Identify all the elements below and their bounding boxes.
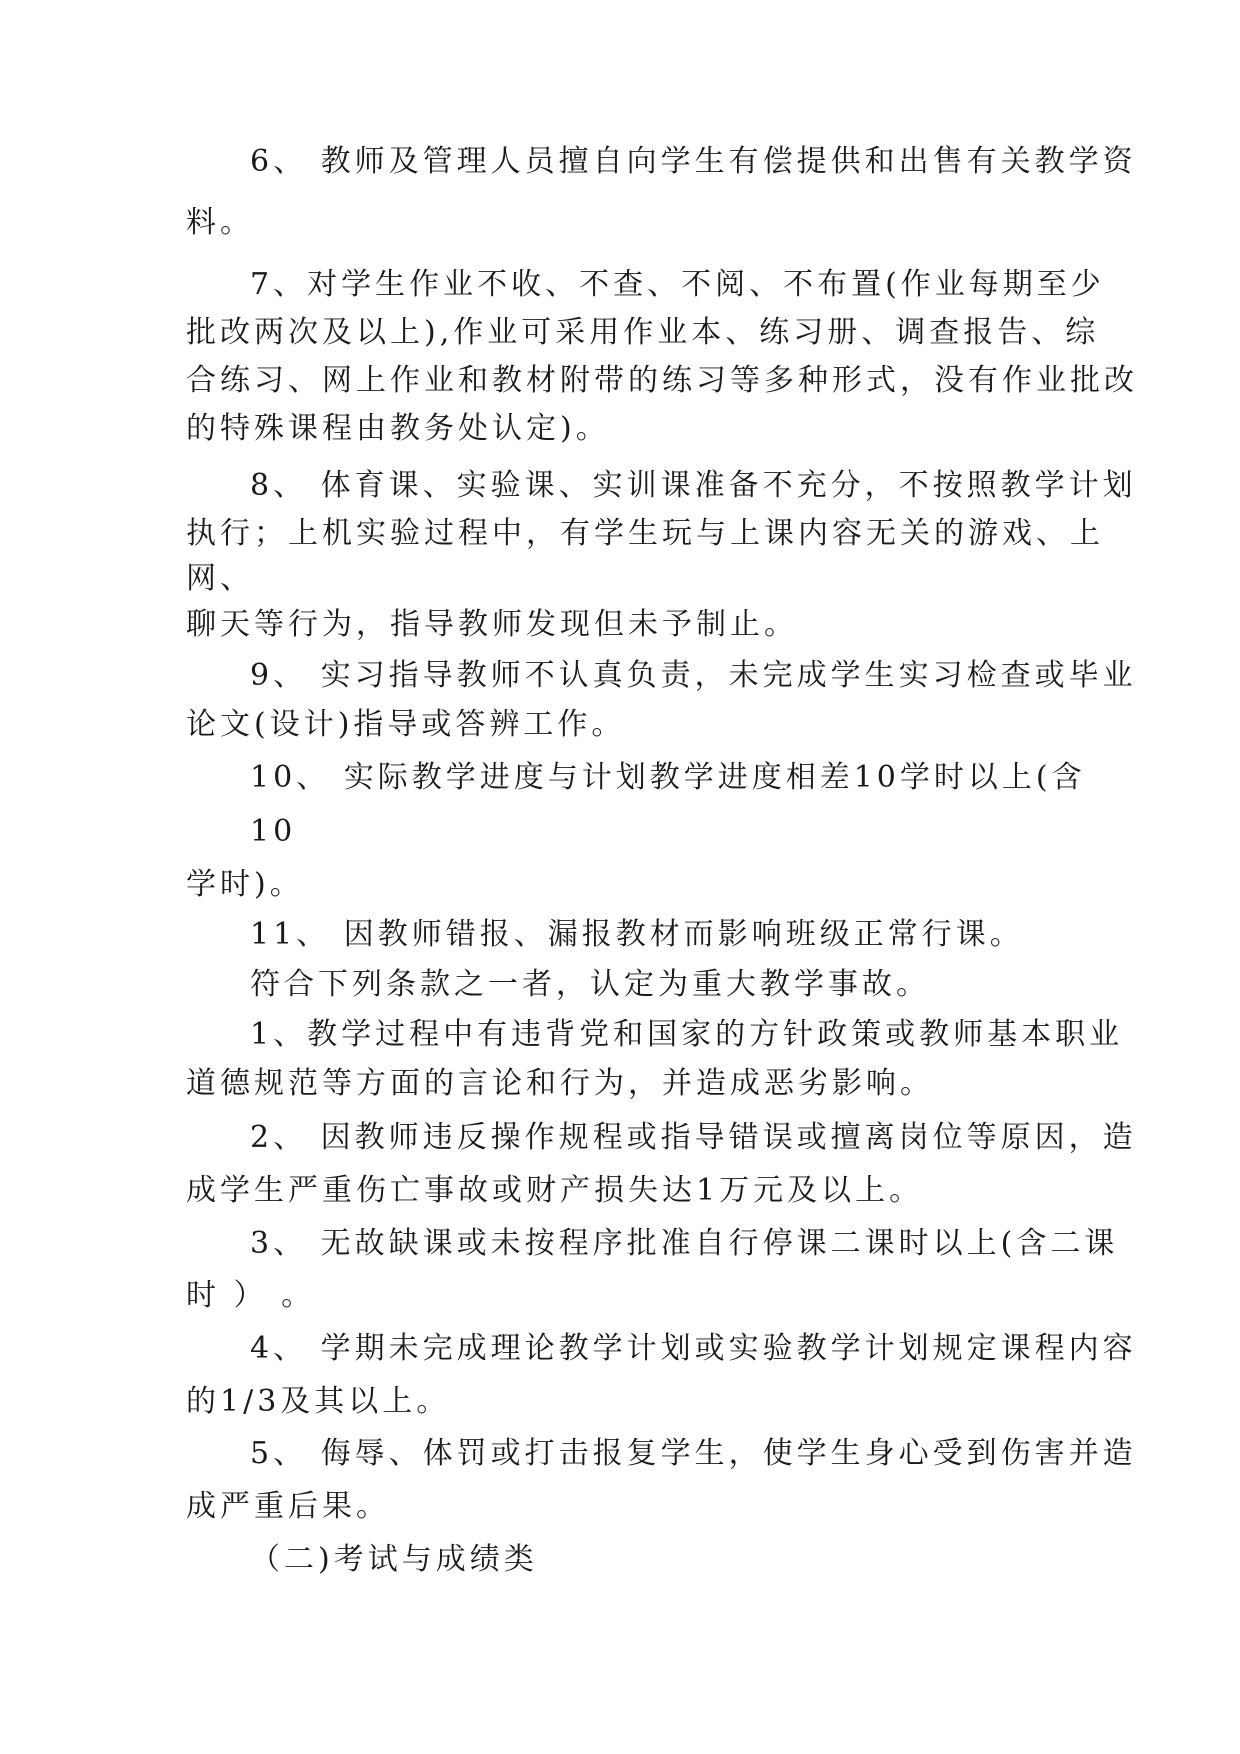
- text-line: 8、 体育课、实验课、实训课准备不充分，不按照教学计划: [250, 468, 1137, 503]
- text-line: 2、 因教师违反操作规程或指导错误或擅离岗位等原因，造: [250, 1120, 1137, 1155]
- text-line: 批改两次及以上),作业可采用作业本、练习册、调查报告、综: [186, 315, 1100, 350]
- text-line: 符合下列条款之一者，认定为重大教学事故。: [250, 967, 930, 1002]
- text-line: 执行；上机实验过程中，有学生玩与上课内容无关的游戏、上: [186, 516, 1104, 551]
- text-line: 5、 侮辱、体罚或打击报复学生，使学生身心受到伤害并造: [250, 1436, 1137, 1471]
- text-line: 3、 无故缺课或未按程序批准自行停课二课时以上(含二课: [250, 1226, 1119, 1261]
- text-line: 7、对学生作业不收、不查、不阅、不布置(作业每期至少: [250, 267, 1105, 302]
- text-line: 10: [250, 814, 297, 849]
- text-line: 6、 教师及管理人员擅自向学生有偿提供和出售有关教学资: [250, 144, 1137, 179]
- text-line: 学时)。: [186, 867, 304, 902]
- text-line: 料。: [186, 205, 254, 240]
- text-line: 11、 因教师错报、漏报教材而影响班级正常行课。: [250, 917, 1024, 952]
- section-heading: （二)考试与成绩类: [250, 1542, 538, 1577]
- text-line: 道德规范等方面的言论和行为，并造成恶劣影响。: [186, 1066, 934, 1101]
- text-line: 时 ） 。: [186, 1278, 316, 1313]
- text-line: 合练习、网上作业和教材附带的练习等多种形式，没有作业批改: [186, 363, 1138, 398]
- text-line: 成严重后果。: [186, 1489, 390, 1524]
- text-line: 网、: [186, 561, 254, 596]
- text-line: 4、 学期未完成理论教学计划或实验教学计划规定课程内容: [250, 1331, 1137, 1366]
- text-line: 的1/3及其以上。: [186, 1384, 451, 1419]
- text-line: 的特殊课程由教务处认定)。: [186, 411, 610, 446]
- text-line: 1、教学过程中有违背党和国家的方针政策或教师基本职业: [250, 1017, 1124, 1052]
- text-line: 9、 实习指导教师不认真负责，未完成学生实习检查或毕业: [250, 658, 1137, 693]
- text-line: 10、 实际教学进度与计划教学进度相差10学时以上(含: [250, 760, 1086, 795]
- text-line: 论文(设计)指导或答辨工作。: [186, 707, 626, 742]
- text-line: 聊天等行为，指导教师发现但未予制止。: [186, 607, 798, 642]
- text-line: 成学生严重伤亡事故或财产损失达1万元及以上。: [186, 1173, 924, 1208]
